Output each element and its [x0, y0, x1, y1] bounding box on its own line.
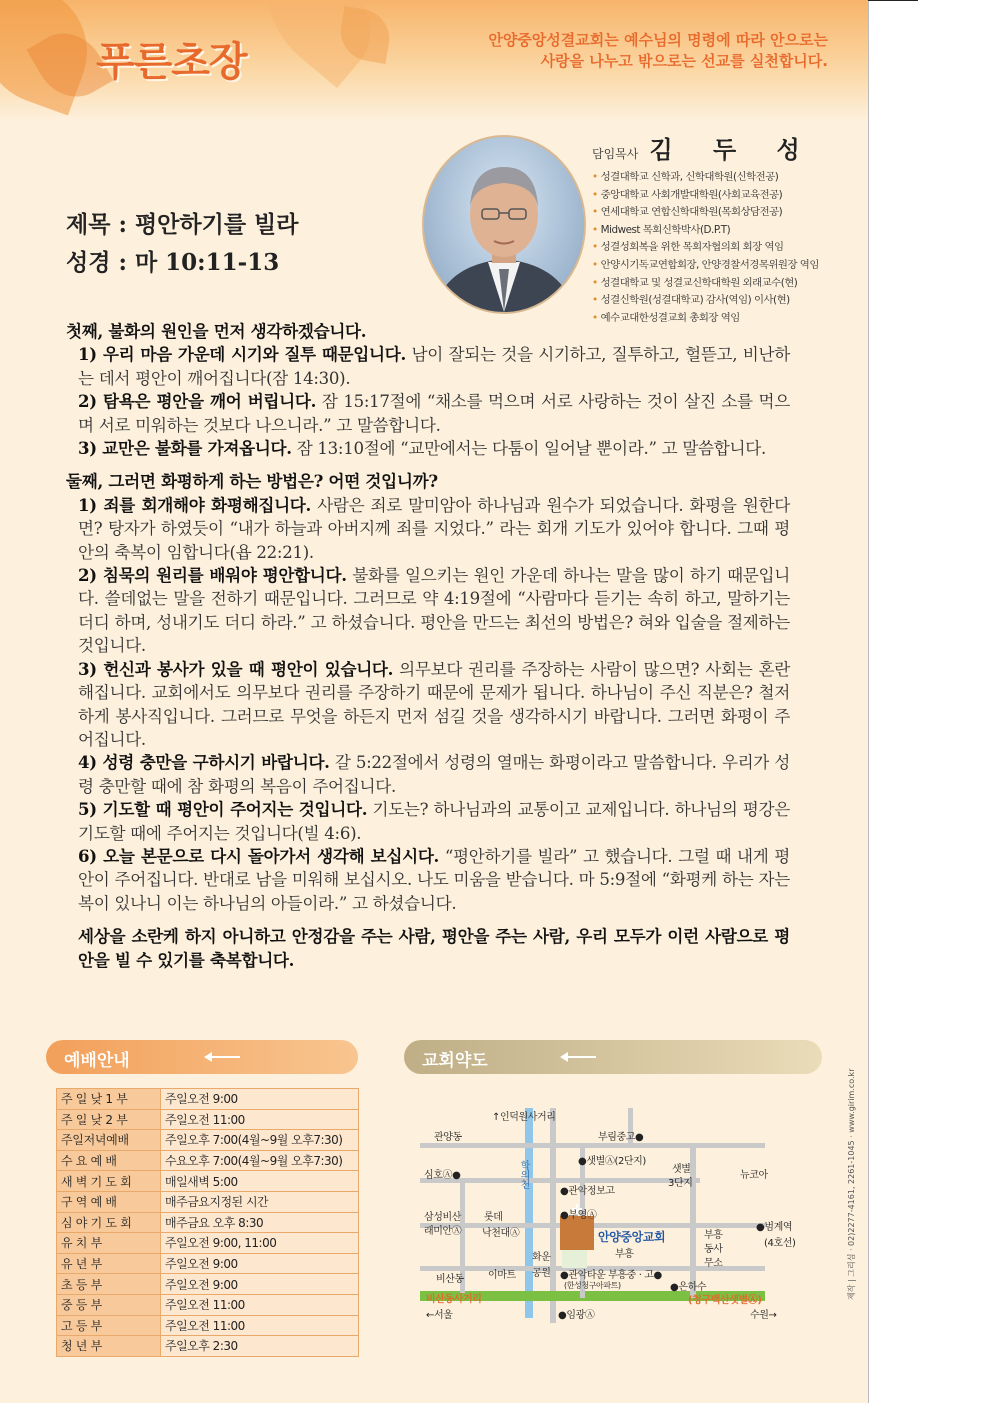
table-row — [57, 1191, 359, 1212]
map-label: 부림중고● — [598, 1132, 644, 1143]
table-row — [57, 1109, 359, 1130]
map-label: 삼성비산 — [424, 1212, 462, 1223]
credential-item: • 성결대학교 및 성결교신학대학원 외래교수(현) — [592, 275, 862, 293]
table-row — [57, 1315, 359, 1336]
map-label: (청구백산샛별Ⓐ) — [688, 1295, 762, 1306]
map-label: ↑인덕원사거리 — [492, 1112, 556, 1123]
service-name: 유 년 부 — [57, 1253, 161, 1274]
service-name: 유 치 부 — [57, 1233, 161, 1254]
service-name: 주일저녁예배 — [57, 1130, 161, 1151]
service-name: 초 등 부 — [57, 1274, 161, 1295]
credential-item: • 중앙대학교 사회개발대학원(사회교육전공) — [592, 187, 862, 205]
paragraph: 2) 침묵의 원리를 배워야 평안합니다. 불화를 일으키는 원인 가운데 하나는 말을 많이 하기 때문입니다. 쓸데없는 말을 전하기 때문입니다. 그러므로 약 4:19절에 “사람마다 듣기는 속히 하고, 말하기는 더디 하며, 성내기도 더디 하라.” 고 하셨습니다. 평안을 만드는 최선의 방법은? 혀와 입술을 절제하는 것입니다. — [78, 565, 790, 656]
service-name: 주 일 낮 1 부 — [57, 1089, 161, 1110]
service-name: 심 야 기 도 회 — [57, 1212, 161, 1233]
worship-heading: 예배안내 — [64, 1051, 130, 1071]
page-edge-line — [868, 0, 869, 1403]
service-name: 청 년 부 — [57, 1336, 161, 1357]
arrow-left-icon — [562, 1056, 596, 1058]
map-label: 3단지 — [668, 1178, 693, 1189]
table-row — [57, 1294, 359, 1315]
pastor-credentials — [592, 169, 862, 327]
church-marker: 안양중앙교회 — [598, 1230, 666, 1244]
table-row — [57, 1233, 359, 1254]
table-row — [57, 1150, 359, 1171]
service-time: 매주금요 오후 8:30 — [161, 1212, 359, 1233]
service-time: 주일오전 9:00 — [161, 1089, 359, 1110]
sermon-heading — [66, 206, 298, 282]
pastor-header — [592, 130, 862, 165]
map-label: 관양동 — [434, 1132, 462, 1143]
paragraph: 6) 오늘 본문으로 다시 돌아가서 생각해 보십시다. “평안하기를 빌라” 고 했습니다. 그럴 때 내게 평안이 주어집니다. 반대로 남을 미워해 보십시오. 나도 미움을 받습니다. 마 5:9절에 “화평케 하는 자는 복이 있나니 이는 하나님의 아들이라.” 고 하셨습니다. — [78, 845, 790, 913]
worship-schedule-table — [56, 1088, 359, 1357]
paragraph: 4) 성령 충만을 구하시기 바랍니다. 갈 5:22절에서 성령의 열매는 화평이라고 말씀합니다. 우리가 성령 충만할 때에 참 화평의 복음이 주어집니다. — [78, 752, 790, 796]
service-time: 주일오전 11:00 — [161, 1315, 359, 1336]
map-label: (4호선) — [764, 1238, 796, 1249]
map-label: 뉴코아 — [740, 1170, 768, 1181]
service-name: 중 등 부 — [57, 1294, 161, 1315]
table-row — [57, 1212, 359, 1233]
paragraph: 1) 우리 마음 가운데 시기와 질투 때문입니다. 남이 잘되는 것을 시기하고, 질투하고, 헐뜯고, 비난하는 데서 평안이 깨어집니다(잠 14:30). — [78, 344, 790, 388]
map-label: 무소 — [704, 1258, 723, 1269]
section-title: 첫째, 불화의 원인을 먼저 생각하겠습니다. — [66, 321, 367, 341]
map-label: 비산동 — [436, 1274, 464, 1285]
map-label: 동사 — [704, 1244, 723, 1255]
sermon-title: 제목 : 평안하기를 빌라 — [66, 211, 299, 238]
service-time: 주일오전 9:00, 11:00 — [161, 1233, 359, 1254]
pastor-role: 담임목사 — [592, 147, 639, 161]
table-row — [57, 1274, 359, 1295]
map-label: 샛별 — [672, 1164, 691, 1175]
service-name: 새 벽 기 도 회 — [57, 1171, 161, 1192]
map-label: 공원 — [532, 1268, 551, 1279]
table-row — [57, 1171, 359, 1192]
map-label: 래미안Ⓐ — [424, 1226, 462, 1237]
map-label: 화운 — [532, 1252, 551, 1263]
map-label: ●범계역 — [756, 1222, 793, 1233]
pastor-photo-icon — [424, 137, 584, 312]
map-label: 학의천 — [518, 1160, 529, 1189]
service-name: 주 일 낮 2 부 — [57, 1109, 161, 1130]
credential-item: • 안양시기독교연합회장, 안양경찰서경목위원장 역임 — [592, 257, 862, 275]
table-row — [57, 1336, 359, 1357]
pastor-portrait — [422, 135, 586, 314]
section-title: 둘째, 그러면 화평하게 하는 방법은? 어떤 것입니까? — [66, 471, 438, 492]
service-name: 수 요 예 배 — [57, 1150, 161, 1171]
service-time: 주일오전 9:00 — [161, 1253, 359, 1274]
service-time: 주일오전 11:00 — [161, 1109, 359, 1130]
church-motto: 안양중앙성결교회는 예수님의 명령에 따라 안으로는 사랑을 나누고 밖으로는 선교를 실천합니다. — [488, 31, 828, 70]
credential-item: • Midwest 목회신학박사(D.P.T) — [592, 222, 862, 240]
map-heading: 교회약도 — [422, 1051, 488, 1071]
map-label: 낙천대Ⓐ — [482, 1228, 520, 1239]
credential-item: • 예수교대한성결교회 총회장 역임 — [592, 310, 862, 328]
service-time: 매주금요지정된 시간 — [161, 1191, 359, 1212]
paragraph: 1) 죄를 회개해야 화평해집니다. 사람은 죄로 말미암아 하나님과 원수가 되었습니다. 화평을 원한다면? 탕자가 하였듯이 “내가 하늘과 아버지께 죄를 지었다.” 라는 회개 기도가 있어야 합니다. 그때 평안의 축복이 임합니다(욥 22:21). — [78, 494, 790, 562]
service-name: 고 등 부 — [57, 1315, 161, 1336]
map-label: ●샛별Ⓐ(2단지) — [578, 1156, 646, 1167]
map-label: ●임광Ⓐ — [558, 1310, 595, 1321]
map-label: 부흥 — [704, 1230, 723, 1241]
service-time: 주일오후 2:30 — [161, 1336, 359, 1357]
map-label: 부흥 — [615, 1249, 634, 1260]
map-label: 심호Ⓐ● — [424, 1170, 461, 1181]
publisher-credit: 제작 | 그리심 · 02)2277-4161, 2261-1045 · www.girim.co.kr — [847, 1068, 856, 1300]
paragraph: 3) 헌신과 봉사가 있을 때 평안이 있습니다. 의무보다 권리를 주장하는 사람이 많으면? 사회는 혼란해집니다. 교회에서도 의무보다 권리를 주장하기 때문에 문제가 됩니다. 하나님이 주신 직분은? 철저하게 봉사직입니다. 그러므로 무엇을 하든지 먼저 섬길 것을 생각하시기 바랍니다. 그러면 화평이 주어집니다. — [78, 658, 790, 749]
map-label: 수원→ — [750, 1310, 777, 1321]
service-time: 매일새벽 5:00 — [161, 1171, 359, 1192]
credential-item: • 성결대학교 신학과, 신학대학원(신학전공) — [592, 169, 862, 187]
table-row — [57, 1089, 359, 1110]
paragraph: 3) 교만은 불화를 가져옵니다. 잠 13:10절에 “교만에서는 다툼이 일어날 뿐이라.” 고 말씀합니다. — [78, 438, 766, 459]
sermon-body — [66, 320, 790, 972]
credential-item: • 성결성회복을 위한 목회자협의회 회장 역임 — [592, 239, 862, 257]
closing-blessing: 세상을 소란케 하지 아니하고 안정감을 주는 사람, 평안을 주는 사람, 우리 모두가 이런 사람으로 평안을 빌 수 있기를 축복합니다. — [78, 926, 790, 970]
paragraph: 2) 탐욕은 평안을 깨어 버립니다. 잠 15:17절에 “채소를 먹으며 서로 사랑하는 것이 살진 소를 먹으며 서로 미워하는 것보다 나으니라.” 고 말씀합니다. — [78, 391, 791, 435]
service-time: 주일오전 11:00 — [161, 1294, 359, 1315]
service-time: 수요오후 7:00(4월~9월 오후7:30) — [161, 1150, 359, 1171]
map-label: 비산동사거리 — [426, 1294, 482, 1305]
brand-title: 푸른초장 — [96, 39, 247, 85]
worship-heading-bar — [46, 1040, 358, 1074]
church-location-map — [420, 1108, 830, 1338]
map-label: ←서울 — [426, 1310, 453, 1321]
service-time: 주일오후 7:00(4월~9월 오후7:30) — [161, 1130, 359, 1151]
map-label: ●부영Ⓐ — [560, 1210, 597, 1221]
table-row — [57, 1130, 359, 1151]
credential-item: • 성결신학원(성결대학교) 감사(역임) 이사(현) — [592, 292, 862, 310]
table-row — [57, 1253, 359, 1274]
map-label: 이마트 — [488, 1270, 516, 1281]
sermon-scripture: 성경 : 마 10:11-13 — [66, 249, 280, 276]
credential-item: • 연세대학교 연합신학대학원(목회상담전공) — [592, 204, 862, 222]
pastor-name: 김 두 성 — [649, 136, 816, 164]
map-label: ●관악타운 부흥중 · 고● — [560, 1270, 662, 1281]
service-time: 주일오전 9:00 — [161, 1274, 359, 1295]
map-heading-bar — [404, 1040, 822, 1074]
paragraph: 5) 기도할 때 평안이 주어지는 것입니다. 기도는? 하나님과의 교통이고 교제입니다. 하나님의 평강은 기도할 때에 주어지는 것입니다(빌 4:6). — [78, 799, 790, 843]
pastor-profile — [592, 130, 862, 327]
service-name: 구 역 예 배 — [57, 1191, 161, 1212]
header-banner — [0, 0, 868, 120]
map-label: 롯데 — [484, 1212, 503, 1223]
map-label: ●관악정보고 — [560, 1186, 615, 1197]
map-label: ●은하수 — [670, 1282, 707, 1293]
arrow-left-icon — [206, 1056, 240, 1058]
page-corner-line — [868, 0, 918, 1]
map-label: (한성청구아파트) — [564, 1281, 621, 1290]
